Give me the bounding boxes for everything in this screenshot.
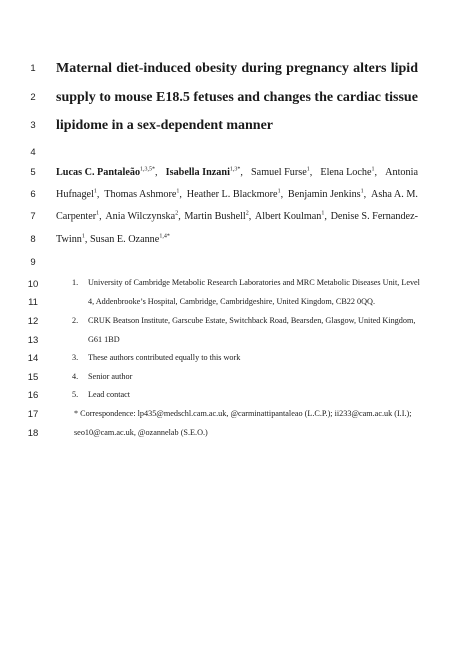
- line-number: 1: [30, 63, 36, 74]
- line-number: 18: [27, 428, 39, 439]
- title-word: and: [237, 90, 260, 105]
- title-word: mouse: [114, 90, 153, 105]
- affiliation-number: 3.: [72, 353, 79, 362]
- title-word: fetuses: [193, 90, 234, 105]
- paper-title-line: [56, 89, 418, 107]
- author: Susan E. Ozanne$^{1,4*}$: [89, 233, 170, 245]
- affiliation-text: Senior author: [88, 372, 133, 381]
- author: Elena Loche$^1$,: [320, 166, 378, 178]
- affiliation-text: These authors contributed equally to this work: [88, 353, 241, 362]
- author: Isabella Inzani$^{1,3*}$,: [165, 166, 243, 178]
- title-word: cardiac: [336, 90, 381, 105]
- title-word: supply: [56, 90, 96, 105]
- line-number: 17: [27, 409, 39, 420]
- affiliation-text: Lead contact: [88, 390, 131, 399]
- title-word: diet-induced: [116, 61, 191, 76]
- affiliation-number: 2.: [72, 316, 79, 325]
- line-number: 15: [27, 372, 39, 383]
- line-number: 7: [30, 211, 36, 222]
- title-word: tissue: [384, 90, 418, 105]
- author: Lucas C. Pantaleão$^{1,3,5*}$,: [56, 166, 158, 178]
- author: Benjamin Jenkins$^1$,: [287, 188, 367, 200]
- paper-title-line: [56, 60, 418, 78]
- line-number: 3: [30, 120, 36, 131]
- line-number: 16: [27, 390, 39, 401]
- line-number: 5: [30, 167, 36, 178]
- title-word: alters: [353, 61, 387, 76]
- title-word: during: [241, 61, 282, 76]
- title-word: the: [314, 90, 334, 105]
- author-line: [56, 188, 418, 202]
- affiliation-number: 1.: [72, 278, 79, 287]
- line-number: 2: [30, 92, 36, 103]
- title-word: Maternal: [56, 61, 112, 76]
- affiliation-text: G61 1BD: [88, 335, 120, 344]
- line-number: 6: [30, 189, 36, 200]
- author: Thomas Ashmore$^1$,: [104, 188, 182, 200]
- affiliation-text: University of Cambridge Metabolic Research Laboratories and MRC Metabolic Diseases Unit, Level: [88, 278, 420, 287]
- correspondence-line: * Correspondence: lp435@medschl.cam.ac.uk, @carminattipantaleao (L.C.P.); ii233@cam.ac.uk (I.I.);: [74, 409, 412, 418]
- line-number: 10: [27, 279, 39, 290]
- title-word: pregnancy: [286, 61, 349, 76]
- author: Asha A. M.: [370, 189, 418, 200]
- author-line: [56, 166, 418, 180]
- line-number: 9: [30, 257, 36, 268]
- affiliation-number: 5.: [72, 390, 79, 399]
- author: Hufnagel$^1$,: [56, 188, 100, 200]
- title-word: lipid: [390, 61, 418, 76]
- author: Twinn$^1$,: [56, 233, 90, 245]
- author: Denise S. Fernandez-: [330, 211, 418, 222]
- author: Carpenter$^1$,: [56, 210, 102, 222]
- title-word: obesity: [195, 61, 238, 76]
- affiliation-text: CRUK Beatson Institute, Garscube Estate, Switchback Road, Bearsden, Glasgow, United Kingdom,: [88, 316, 416, 325]
- line-number: 11: [28, 297, 38, 308]
- author: Albert Koulman$^1$,: [254, 210, 327, 222]
- author: Heather L. Blackmore$^1$,: [186, 188, 284, 200]
- title-word: changes: [263, 90, 311, 105]
- line-number: 8: [30, 234, 36, 245]
- paper-title-line: [56, 117, 418, 135]
- line-number: 4: [30, 147, 36, 158]
- title-word: to: [99, 90, 111, 105]
- author-line: [56, 210, 418, 224]
- affiliation-number: 4.: [72, 372, 79, 381]
- correspondence-line: seo10@cam.ac.uk, @ozannelab (S.E.O.): [74, 428, 208, 437]
- affiliation-text: 4, Addenbrooke’s Hospital, Cambridge, Cambridgeshire, United Kingdom, CB22 0QQ.: [88, 297, 375, 306]
- author: Samuel Furse$^1$,: [251, 166, 313, 178]
- author-line: [56, 233, 418, 247]
- author: Ania Wilczynska$^2$,: [105, 210, 181, 222]
- line-number: 12: [27, 316, 39, 327]
- author: Antonia: [385, 167, 418, 178]
- line-number: 13: [27, 335, 39, 346]
- title-text: lipidome in a sex-dependent manner: [56, 118, 274, 133]
- title-word: E18.5: [156, 90, 190, 105]
- line-number: 14: [27, 353, 39, 364]
- author: Martin Bushell$^2$,: [184, 210, 252, 222]
